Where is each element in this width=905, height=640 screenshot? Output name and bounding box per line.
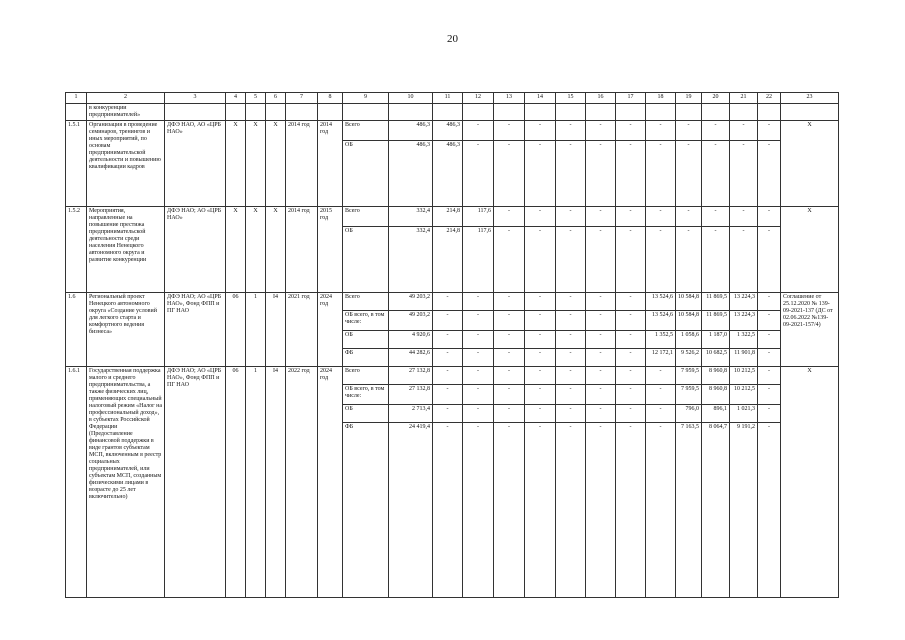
value-cell-col21: -	[730, 227, 758, 293]
value-cell-col14: -	[525, 423, 556, 598]
value-cell-col10: 486,3	[389, 121, 433, 141]
value-cell-col19: 7 959,5	[676, 367, 702, 385]
value-cell-col13: -	[494, 367, 525, 385]
row-col5: X	[246, 121, 266, 207]
header-col-17: 17	[616, 93, 646, 104]
row-note: X	[781, 121, 839, 207]
table-row	[66, 293, 839, 311]
value-cell-col17: -	[616, 141, 646, 207]
funding-source-label: Всего	[343, 207, 389, 227]
value-cell-col14: -	[525, 207, 556, 227]
value-cell-col20: 11 869,5	[702, 311, 730, 331]
value-cell-col13: -	[494, 349, 525, 367]
value-cell-col17: -	[616, 293, 646, 311]
value-cell-col20: 8 960,8	[702, 367, 730, 385]
table-row	[66, 367, 839, 385]
row-name: Государственная поддержка малого и среднего предпринимательства, а также физических лиц, применяющих специальный налоговый режим «Налог на профессиональный доход», в субъектах Российской Федерации (Предоставление финансовой поддержки в виде грантов субъектам МСП, включенным в реестр социальных предпринимателей, или субъектам МСП, созданным физическими лицами в возрасте до 25 лет включительно)	[87, 367, 165, 598]
row-note: Соглашение от 25.12.2020 № 139-09-2021-137 (ДС от 02.06.2022 №139-09-2021-157/4)	[781, 293, 839, 367]
value-cell-col21: 1 021,3	[730, 405, 758, 423]
row-note: X	[781, 367, 839, 598]
continuation-empty-cell	[318, 104, 343, 121]
row-note: X	[781, 207, 839, 293]
value-cell-col21: 13 224,3	[730, 311, 758, 331]
header-col-6: 6	[266, 93, 286, 104]
header-col-5: 5	[246, 93, 266, 104]
row-executor: ДФЭ НАО; АО «ЦРБ НАО»	[165, 207, 226, 293]
value-cell-col17: -	[616, 121, 646, 141]
table-row	[66, 121, 839, 141]
value-cell-col12: 117,6	[463, 227, 494, 293]
header-col-12: 12	[463, 93, 494, 104]
value-cell-col22: -	[758, 121, 781, 141]
header-col-9: 9	[343, 93, 389, 104]
value-cell-col18: 12 172,1	[646, 349, 676, 367]
value-cell-col19: 7 959,5	[676, 385, 702, 405]
value-cell-col21: 11 901,8	[730, 349, 758, 367]
value-cell-col17: -	[616, 311, 646, 331]
value-cell-col11: -	[433, 311, 463, 331]
value-cell-col14: -	[525, 367, 556, 385]
row-executor: ДФЭ НАО; АО «ЦРБ НАО», Фонд ФПП и ПГ НАО	[165, 293, 226, 367]
continuation-empty-cell	[586, 104, 616, 121]
value-cell-col20: 1 187,0	[702, 331, 730, 349]
row-end-year: 2014 год	[318, 121, 343, 207]
value-cell-col12: -	[463, 121, 494, 141]
header-col-10: 10	[389, 93, 433, 104]
row-code: 1.6.1	[66, 367, 87, 598]
row-code: 1.5.1	[66, 121, 87, 207]
value-cell-col15: -	[556, 349, 586, 367]
funding-source-label: Всего	[343, 367, 389, 385]
row-col6: I4	[266, 367, 286, 598]
value-cell-col16: -	[586, 207, 616, 227]
value-cell-col14: -	[525, 385, 556, 405]
header-col-16: 16	[586, 93, 616, 104]
value-cell-col18: -	[646, 385, 676, 405]
value-cell-col14: -	[525, 141, 556, 207]
row-name: Организация в проведение семинаров, тренингов и иных мероприятий, по основам предпринимательской деятельности и повышению квалификации кадров	[87, 121, 165, 207]
value-cell-col19: 1 058,6	[676, 331, 702, 349]
value-cell-col13: -	[494, 207, 525, 227]
value-cell-col20: -	[702, 141, 730, 207]
row-start-year: 2021 год	[286, 293, 318, 367]
table-row	[66, 207, 839, 227]
value-cell-col10: 44 282,6	[389, 349, 433, 367]
value-cell-col10: 49 203,2	[389, 293, 433, 311]
value-cell-col14: -	[525, 349, 556, 367]
value-cell-col13: -	[494, 227, 525, 293]
value-cell-col12: -	[463, 367, 494, 385]
value-cell-col18: -	[646, 121, 676, 141]
value-cell-col12: -	[463, 405, 494, 423]
value-cell-col13: -	[494, 423, 525, 598]
value-cell-col14: -	[525, 405, 556, 423]
value-cell-col17: -	[616, 405, 646, 423]
value-cell-col12: -	[463, 385, 494, 405]
value-cell-col19: 7 163,5	[676, 423, 702, 598]
value-cell-col22: -	[758, 227, 781, 293]
value-cell-col17: -	[616, 349, 646, 367]
value-cell-col11: -	[433, 405, 463, 423]
value-cell-col22: -	[758, 349, 781, 367]
value-cell-col11: 214,8	[433, 227, 463, 293]
value-cell-col13: -	[494, 331, 525, 349]
continuation-empty-cell	[165, 104, 226, 121]
value-cell-col14: -	[525, 331, 556, 349]
value-cell-col21: -	[730, 121, 758, 141]
continuation-empty-cell	[226, 104, 246, 121]
header-col-1: 1	[66, 93, 87, 104]
funding-source-label: ФБ	[343, 423, 389, 598]
value-cell-col20: 8 960,8	[702, 385, 730, 405]
row-col4: X	[226, 207, 246, 293]
row-col6: I4	[266, 293, 286, 367]
row-executor: ДФЭ НАО, АО «ЦРБ НАО»	[165, 121, 226, 207]
value-cell-col16: -	[586, 141, 616, 207]
value-cell-col14: -	[525, 311, 556, 331]
row-end-year: 2015 год	[318, 207, 343, 293]
value-cell-col22: -	[758, 405, 781, 423]
value-cell-col19: -	[676, 207, 702, 227]
continuation-row	[66, 104, 839, 121]
funding-source-label: ОБ всего, в том числе:	[343, 385, 389, 405]
row-code: 1.6	[66, 293, 87, 367]
continuation-empty-cell	[646, 104, 676, 121]
value-cell-col11: 214,8	[433, 207, 463, 227]
value-cell-col15: -	[556, 331, 586, 349]
value-cell-col13: -	[494, 293, 525, 311]
continuation-empty-cell	[702, 104, 730, 121]
value-cell-col22: -	[758, 293, 781, 311]
header-col-13: 13	[494, 93, 525, 104]
value-cell-col16: -	[586, 423, 616, 598]
page-number: 20	[447, 33, 458, 45]
value-cell-col21: -	[730, 141, 758, 207]
value-cell-col18: 13 524,6	[646, 311, 676, 331]
value-cell-col14: -	[525, 293, 556, 311]
value-cell-col11: -	[433, 385, 463, 405]
row-name: Региональный проект Ненецкого автономного округа «Создание условий для легкого старта и комфортного ведения бизнеса»	[87, 293, 165, 367]
value-cell-col12: -	[463, 141, 494, 207]
value-cell-col19: 10 584,8	[676, 293, 702, 311]
row-col5: 1	[246, 367, 266, 598]
value-cell-col22: -	[758, 423, 781, 598]
value-cell-col10: 24 419,4	[389, 423, 433, 598]
value-cell-col10: 486,3	[389, 141, 433, 207]
continuation-empty-cell	[266, 104, 286, 121]
value-cell-col10: 332,4	[389, 227, 433, 293]
value-cell-col18: -	[646, 405, 676, 423]
value-cell-col15: -	[556, 311, 586, 331]
value-cell-col11: -	[433, 367, 463, 385]
header-col-11: 11	[433, 93, 463, 104]
header-col-18: 18	[646, 93, 676, 104]
value-cell-col20: 896,1	[702, 405, 730, 423]
continuation-empty-cell	[616, 104, 646, 121]
value-cell-col22: -	[758, 141, 781, 207]
value-cell-col21: 10 212,5	[730, 367, 758, 385]
value-cell-col16: -	[586, 121, 616, 141]
row-executor: ДФЭ НАО; АО «ЦРБ НАО», Фонд ФПП и ПГ НАО	[165, 367, 226, 598]
value-cell-col21: 13 224,3	[730, 293, 758, 311]
value-cell-col20: -	[702, 207, 730, 227]
value-cell-col16: -	[586, 311, 616, 331]
value-cell-col16: -	[586, 349, 616, 367]
funding-source-label: ОБ	[343, 405, 389, 423]
row-name: Мероприятия, направленные на повышение престижа предпринимательской деятельности среди населения Ненецкого автономного округа и развитие конкуренции	[87, 207, 165, 293]
value-cell-col17: -	[616, 367, 646, 385]
continuation-empty-cell	[556, 104, 586, 121]
value-cell-col20: 10 682,5	[702, 349, 730, 367]
continuation-empty-cell	[246, 104, 266, 121]
funding-source-label: ФБ	[343, 349, 389, 367]
row-col5: 1	[246, 293, 266, 367]
continuation-code-cell	[66, 104, 87, 121]
value-cell-col18: -	[646, 423, 676, 598]
continuation-empty-cell	[676, 104, 702, 121]
value-cell-col21: 10 212,5	[730, 385, 758, 405]
value-cell-col18: 1 352,5	[646, 331, 676, 349]
value-cell-col10: 332,4	[389, 207, 433, 227]
value-cell-col12: -	[463, 331, 494, 349]
value-cell-col10: 27 132,8	[389, 385, 433, 405]
value-cell-col16: -	[586, 227, 616, 293]
header-col-7: 7	[286, 93, 318, 104]
value-cell-col12: -	[463, 349, 494, 367]
value-cell-col11: -	[433, 349, 463, 367]
funding-source-label: ОБ	[343, 227, 389, 293]
row-start-year: 2014 год	[286, 207, 318, 293]
value-cell-col15: -	[556, 207, 586, 227]
value-cell-col10: 49 203,2	[389, 311, 433, 331]
header-col-3: 3	[165, 93, 226, 104]
continuation-empty-cell	[758, 104, 781, 121]
header-col-21: 21	[730, 93, 758, 104]
value-cell-col14: -	[525, 121, 556, 141]
header-col-15: 15	[556, 93, 586, 104]
funding-source-label: Всего	[343, 293, 389, 311]
value-cell-col13: -	[494, 311, 525, 331]
continuation-empty-cell	[433, 104, 463, 121]
value-cell-col15: -	[556, 423, 586, 598]
value-cell-col12: -	[463, 423, 494, 598]
continuation-empty-cell	[730, 104, 758, 121]
header-col-4: 4	[226, 93, 246, 104]
value-cell-col16: -	[586, 367, 616, 385]
value-cell-col12: -	[463, 293, 494, 311]
value-cell-col15: -	[556, 141, 586, 207]
value-cell-col16: -	[586, 385, 616, 405]
value-cell-col21: -	[730, 207, 758, 227]
row-col5: X	[246, 207, 266, 293]
funding-source-label: ОБ	[343, 141, 389, 207]
row-code: 1.5.2	[66, 207, 87, 293]
value-cell-col22: -	[758, 367, 781, 385]
value-cell-col11: 486,3	[433, 141, 463, 207]
value-cell-col18: 13 524,6	[646, 293, 676, 311]
value-cell-col11: 486,3	[433, 121, 463, 141]
value-cell-col19: 796,0	[676, 405, 702, 423]
row-col4: 06	[226, 293, 246, 367]
row-col6: X	[266, 121, 286, 207]
funding-source-label: Всего	[343, 121, 389, 141]
value-cell-col12: 117,6	[463, 207, 494, 227]
value-cell-col16: -	[586, 405, 616, 423]
row-start-year: 2022 год	[286, 367, 318, 598]
value-cell-col13: -	[494, 121, 525, 141]
value-cell-col19: 10 584,8	[676, 311, 702, 331]
funding-source-label: ОБ всего, в том числе:	[343, 311, 389, 331]
value-cell-col22: -	[758, 331, 781, 349]
value-cell-col19: -	[676, 227, 702, 293]
header-col-8: 8	[318, 93, 343, 104]
value-cell-col21: 9 191,2	[730, 423, 758, 598]
header-col-20: 20	[702, 93, 730, 104]
value-cell-col12: -	[463, 311, 494, 331]
value-cell-col18: -	[646, 227, 676, 293]
header-col-23: 23	[781, 93, 839, 104]
value-cell-col19: 9 526,2	[676, 349, 702, 367]
value-cell-col10: 2 713,4	[389, 405, 433, 423]
row-end-year: 2024 год	[318, 293, 343, 367]
value-cell-col13: -	[494, 385, 525, 405]
value-cell-col17: -	[616, 331, 646, 349]
value-cell-col15: -	[556, 227, 586, 293]
row-col4: X	[226, 121, 246, 207]
value-cell-col10: 27 132,8	[389, 367, 433, 385]
row-start-year: 2014 год	[286, 121, 318, 207]
value-cell-col22: -	[758, 207, 781, 227]
funding-source-label: ОБ	[343, 331, 389, 349]
value-cell-col20: -	[702, 227, 730, 293]
value-cell-col19: -	[676, 121, 702, 141]
header-row	[66, 93, 839, 104]
continuation-empty-cell	[781, 104, 839, 121]
value-cell-col16: -	[586, 331, 616, 349]
continuation-empty-cell	[286, 104, 318, 121]
value-cell-col20: 11 869,5	[702, 293, 730, 311]
value-cell-col22: -	[758, 385, 781, 405]
value-cell-col14: -	[525, 227, 556, 293]
value-cell-col19: -	[676, 141, 702, 207]
header-col-14: 14	[525, 93, 556, 104]
value-cell-col15: -	[556, 405, 586, 423]
header-col-2: 2	[87, 93, 165, 104]
header-col-19: 19	[676, 93, 702, 104]
continuation-empty-cell	[389, 104, 433, 121]
row-col6: X	[266, 207, 286, 293]
value-cell-col15: -	[556, 293, 586, 311]
value-cell-col17: -	[616, 227, 646, 293]
value-cell-col20: -	[702, 121, 730, 141]
continuation-empty-cell	[463, 104, 494, 121]
value-cell-col16: -	[586, 293, 616, 311]
header-col-22: 22	[758, 93, 781, 104]
value-cell-col17: -	[616, 423, 646, 598]
value-cell-col21: 1 322,5	[730, 331, 758, 349]
program-table	[65, 92, 839, 598]
value-cell-col10: 4 920,6	[389, 331, 433, 349]
value-cell-col15: -	[556, 367, 586, 385]
value-cell-col15: -	[556, 385, 586, 405]
value-cell-col13: -	[494, 405, 525, 423]
row-end-year: 2024 год	[318, 367, 343, 598]
value-cell-col11: -	[433, 423, 463, 598]
value-cell-col11: -	[433, 331, 463, 349]
value-cell-col17: -	[616, 385, 646, 405]
value-cell-col20: 8 064,7	[702, 423, 730, 598]
value-cell-col13: -	[494, 141, 525, 207]
value-cell-col15: -	[556, 121, 586, 141]
value-cell-col18: -	[646, 367, 676, 385]
continuation-text: в конкуренции предпринимателей»	[87, 104, 165, 121]
continuation-empty-cell	[525, 104, 556, 121]
value-cell-col17: -	[616, 207, 646, 227]
continuation-empty-cell	[343, 104, 389, 121]
row-col4: 06	[226, 367, 246, 598]
continuation-empty-cell	[494, 104, 525, 121]
value-cell-col11: -	[433, 293, 463, 311]
value-cell-col18: -	[646, 141, 676, 207]
value-cell-col18: -	[646, 207, 676, 227]
value-cell-col22: -	[758, 311, 781, 331]
